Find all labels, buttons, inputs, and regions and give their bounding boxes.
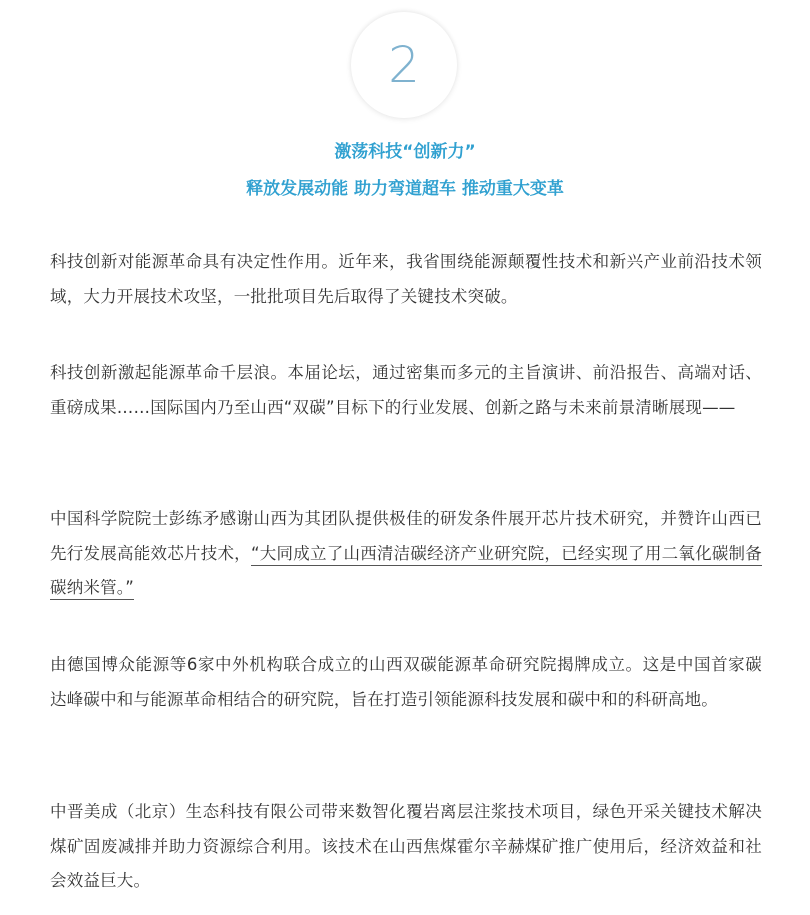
paragraph-3-text: 中国科学院院士彭练矛感谢山西为其团队提供极佳的研发条件展开芯片技术研究，并赞许山西已先行发展高能效芯片技术， xyxy=(50,509,762,563)
paragraph-2: 科技创新激起能源革命千层浪。本届论坛，通过密集而多元的主旨演讲、前沿报告、高端对话、重磅成果……国际国内乃至山西“双碳”目标下的行业发展、创新之路与未来前景清晰展现—— xyxy=(50,363,762,417)
paragraph-4: 由德国博众能源等6家中外机构联合成立的山西双碳能源革命研究院揭牌成立。这是中国首家碳达峰碳中和与能源革命相结合的研究院，旨在打造引领能源科技发展和碳中和的科研高地。 xyxy=(50,655,762,709)
section-heading-line-2: 释放发展动能 助力弯道超车 推动重大变革 xyxy=(246,179,564,199)
section-number: 2 xyxy=(388,36,420,94)
section-number-area xyxy=(0,0,810,130)
paragraph-5: 中晋美成（北京）生态科技有限公司带来数智化覆岩离层注浆技术项目，绿色开采关键技术解决煤矿固废减排并助力资源综合利用。该技术在山西焦煤霍尔辛赫煤矿推广使用后，经济效益和社会效益巨大。 xyxy=(50,802,762,890)
section-number-badge xyxy=(351,12,457,118)
section-heading-line-1: 激荡科技“创新力” xyxy=(334,142,476,162)
paragraph-3 xyxy=(50,502,762,606)
paragraph-1: 科技创新对能源革命具有决定性作用。近年来，我省围绕能源颠覆性技术和新兴产业前沿技术领域，大力开展技术攻坚，一批批项目先后取得了关键技术突破。 xyxy=(50,252,762,306)
underlined-quote: “大同成立了山西清洁碳经济产业研究院，已经实现了用二氧化碳制备碳纳米管。” xyxy=(50,544,762,601)
